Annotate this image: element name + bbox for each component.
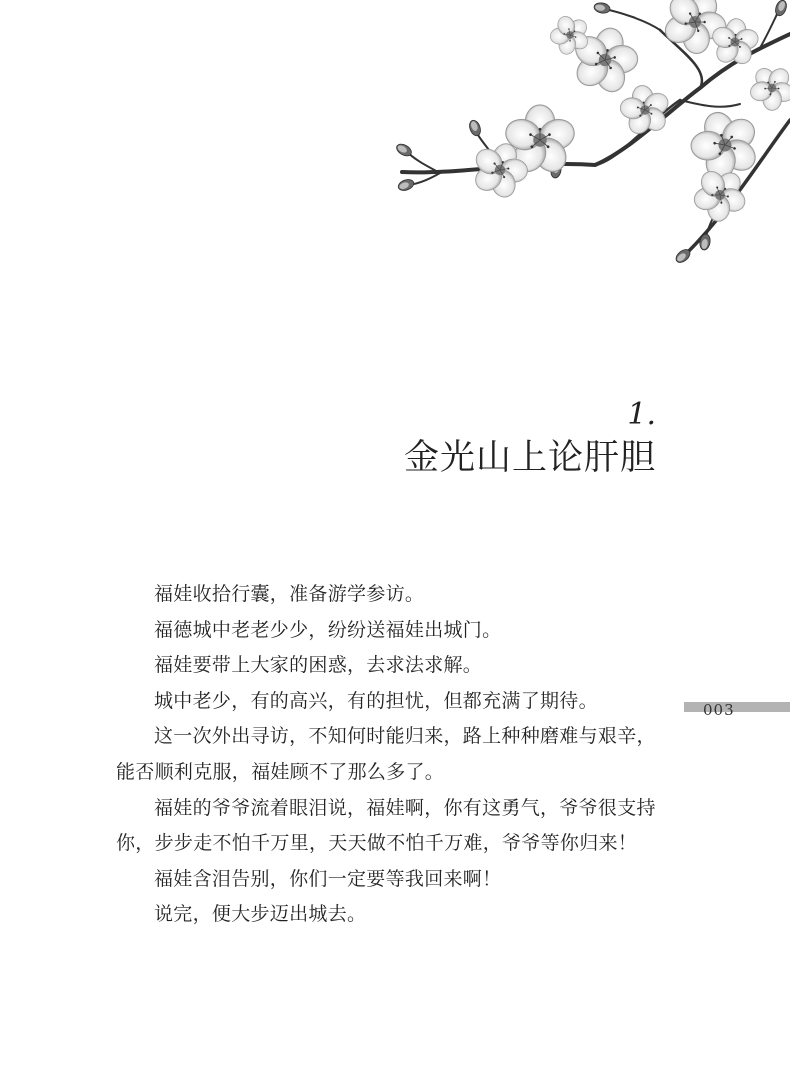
paragraph-1: 福娃收拾行囊，准备游学参访。 — [154, 583, 425, 605]
paragraph-6: 福娃的爷爷流着眼泪说，福娃啊，你有这勇气，爷爷很支持你，步步走不怕千万里，天天做不怕千万难，爷爷等你归来！ — [116, 796, 656, 855]
page-number: 003 — [703, 701, 735, 719]
paragraph-3: 福娃要带上大家的困惑，去求法求解。 — [154, 654, 483, 677]
chapter-title: 金光山上论肝胆 — [403, 438, 656, 478]
chapter-number: 1. — [627, 397, 656, 432]
chapter-body — [116, 577, 664, 933]
paragraph-2: 福德城中老老少少，纷纷送福娃出城门。 — [154, 618, 502, 641]
paragraph-5: 这一次外出寻访，不知何时能归来，路上种种磨难与艰辛，能否顺利克服，福娃顾不了那么多了。 — [116, 725, 656, 783]
paragraph-8: 说完，便大步迈出城去。 — [154, 903, 367, 926]
paragraph-7: 福娃含泪告别，你们一定要等我回来啊！ — [154, 867, 502, 890]
plum-blossom-branch-icon — [380, 0, 790, 285]
page-number-tab — [684, 702, 790, 712]
paragraph-4: 城中老少，有的高兴，有的担忧，但都充满了期待。 — [154, 689, 598, 712]
